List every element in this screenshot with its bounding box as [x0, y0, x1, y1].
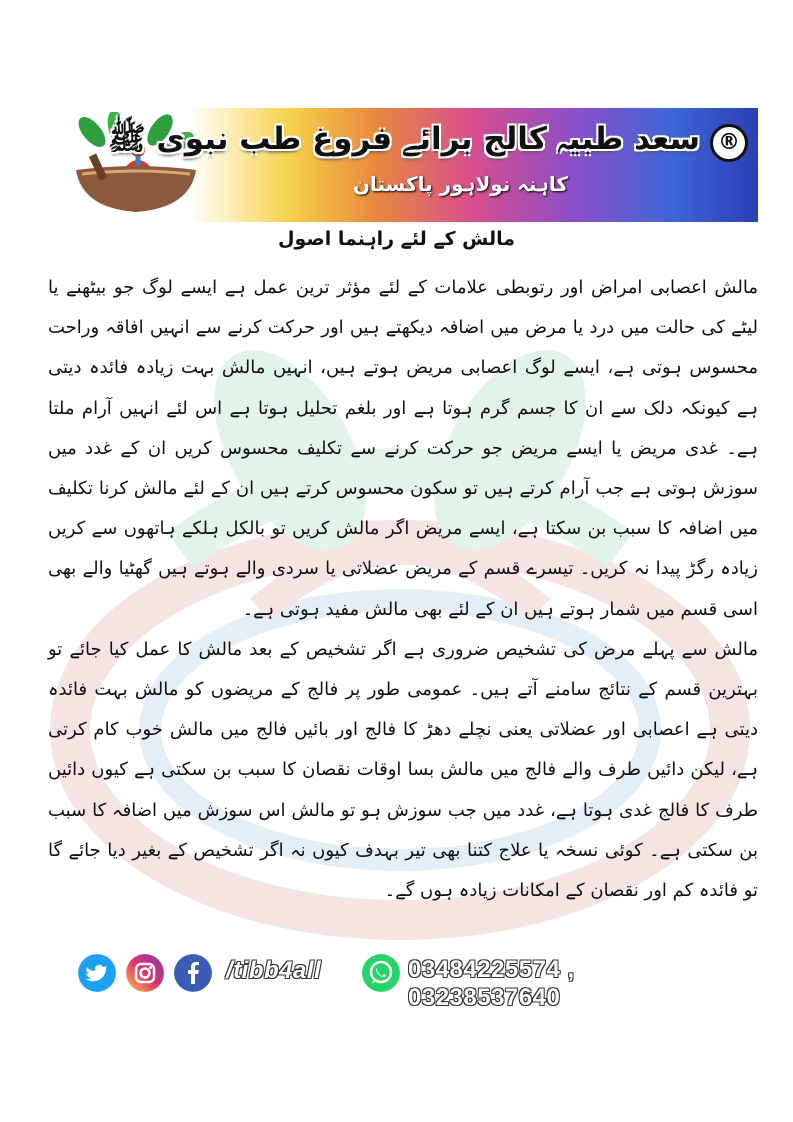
whatsapp-icon[interactable]	[362, 954, 400, 992]
social-handle[interactable]: /tibb4all	[226, 957, 322, 984]
college-location: کاہنہ نولاہور پاکستان	[352, 172, 568, 196]
twitter-icon[interactable]	[78, 954, 116, 992]
facebook-icon[interactable]	[174, 954, 212, 992]
contact-footer	[78, 952, 728, 1011]
header-banner	[48, 108, 758, 222]
phone-numbers[interactable]: 03484225574 , 03238537640	[408, 956, 575, 1011]
paragraph-1: مالش اعصابی امراض اور رتوبطی علامات کے لئے مؤثر ترین عمل ہے ایسے لوگ جو بیٹھنے یا لیٹے کی حالت میں درد یا مرض میں اضافہ دیکھتے ہیں اور حرکت کرنے سے انہیں افاقہ وراحت محسوس ہوتی ہے، ایسے لوگ اعصابی مریض ہوتے ہیں، انہیں مالش بہت زیادہ فائدہ دیتی ہے کیونکہ دلک سے ان کا جسم گرم ہوتا ہے اور بلغم تحلیل ہوتا ہے اس لئے انہیں آرام ملتا ہے۔ غدی مریض یا ایسے مریض جو حرکت کرنے سے تکلیف محسوس کریں ان کے غدد میں سوزش ہوتی ہے جب آرام کرتے ہیں تو سکون محسوس کرتے ہیں ان کے لئے مالش کرنا تکلیف میں اضافہ کا سبب بن سکتا ہے، ایسے مریض اگر مالش کریں تو بالکل ہلکے ہاتھوں سے کریں زیادہ رگڑ پیدا نہ کریں۔ تیسرے قسم کے مریض عضلاتی یا سردی والے ہوتے ہیں گھٹیا والے بھی اسی قسم میں شمار ہوتے ہیں ان کے لئے بھی مالش مفید ہوتی ہے۔	[48, 277, 758, 620]
registered-mark: ®	[710, 124, 748, 162]
instagram-icon[interactable]	[126, 954, 164, 992]
article-heading: مالش کے لئے راہنما اصول	[277, 228, 516, 250]
paragraph-2: مالش سے پہلے مرض کی تشخیص ضروری ہے اگر تشخیص کے بعد مالش کا عمل کیا جائے تو بہترین قسم کے نتائج سامنے آتے ہیں۔ عمومی طور پر فالج کے مریضوں کو مالش بہت فائدہ دیتی ہے اعصابی اور عضلاتی یعنی نچلے دھڑ کا فالج اور بائیں فالج میں مالش خوب کام کرتی ہے، لیکن دائیں طرف والے فالج میں مالش بسا اوقات نقصان کا سبب بن سکتی ہے کیوں دائیں طرف کا فالج غدی ہوتا ہے، غدد میں جب سوزش ہو تو مالش اس سوزش میں اضافہ کا سبب بن سکتی ہے۔ کوئی نسخہ یا علاج کتنا بھی تیر بہدف کیوں نہ اگر تشخیص کے بغیر دیا جائے گا تو فائدہ کم اور نقصان کے امکانات زیادہ ہوں گے۔	[48, 638, 758, 902]
article-body	[48, 268, 758, 911]
college-title: سعد طبیہ کالج برائے فروغ طب نبوی ﷺ	[108, 121, 700, 157]
